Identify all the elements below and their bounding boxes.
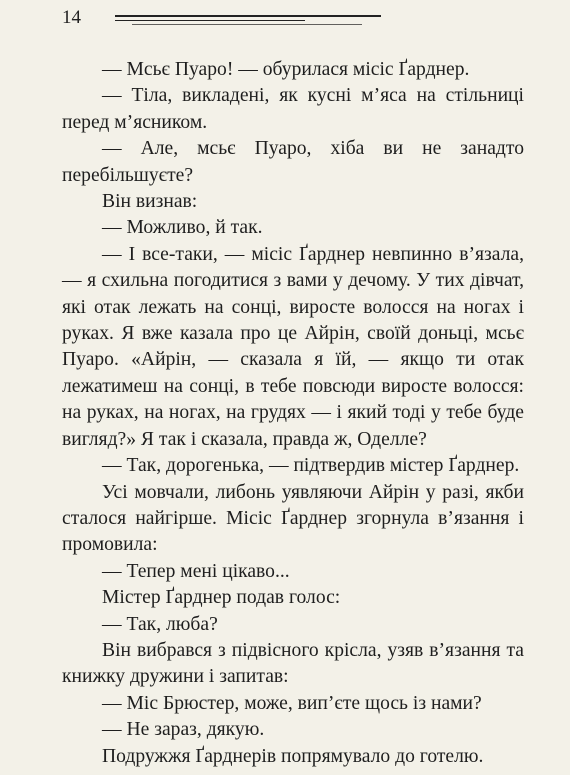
- header-rule-thin: [115, 20, 305, 21]
- paragraph: — Але, мсьє Пуаро, хіба ви не занадто перебільшуєте?: [62, 138, 524, 186]
- paragraph: — Так, люба?: [102, 613, 218, 635]
- paragraph: Подружжя Ґарднерів попрямувало до готелю.: [102, 745, 484, 767]
- paragraph: — Мсьє Пуаро! — обурилася місіс Ґарднер.: [102, 59, 470, 80]
- paragraph: — Тепер мені цікаво...: [102, 560, 290, 582]
- paragraph: — Можливо, й так.: [102, 217, 263, 239]
- paragraph: — Міс Брюстер, може, вип’єте щось із нами?: [102, 692, 482, 714]
- paragraph: Він визнав:: [102, 191, 198, 213]
- paragraph: — Тіла, викладені, як кусні м’яса на стільниці перед м’ясником.: [62, 85, 524, 133]
- paragraph: Він вибрався з підвісного крісла, узяв в’язання та книжку дружини і запитав:: [62, 639, 524, 688]
- page-number: 14: [62, 7, 81, 28]
- header-rule: [115, 15, 381, 17]
- paragraph: Містер Ґарднер подав голос:: [102, 587, 341, 609]
- paragraph: Усі мовчали, либонь уявляючи Айрін у разі, якби сталося найгірше. Місіс Ґарднер згорнула в’язання і промовила:: [62, 481, 524, 556]
- header-rule-faint: [132, 24, 362, 25]
- paragraph: — І все-таки, — місіс Ґарднер невпинно в’язала, — я схильна погодитися з вами у дечому. У тих дівчат, які отак лежать на сонці, виросте волосся на ногах і руках. Я вже казала про це Айрін, своїй доньці, мсьє Пуаро. «Айрін, — сказала я їй, — якщо ти отак лежатимеш на сонці, в тебе повсюди виросте волосся: на руках, на ногах, на грудях — і який тоді у тебе буде вигляд?» Я так і сказала, правда ж, Оделле?: [62, 243, 524, 450]
- paragraph: — Так, дорогенька, — підтвердив містер Ґарднер.: [102, 455, 520, 477]
- paragraph: — Не зараз, дякую.: [102, 719, 265, 741]
- body-text: [62, 57, 524, 770]
